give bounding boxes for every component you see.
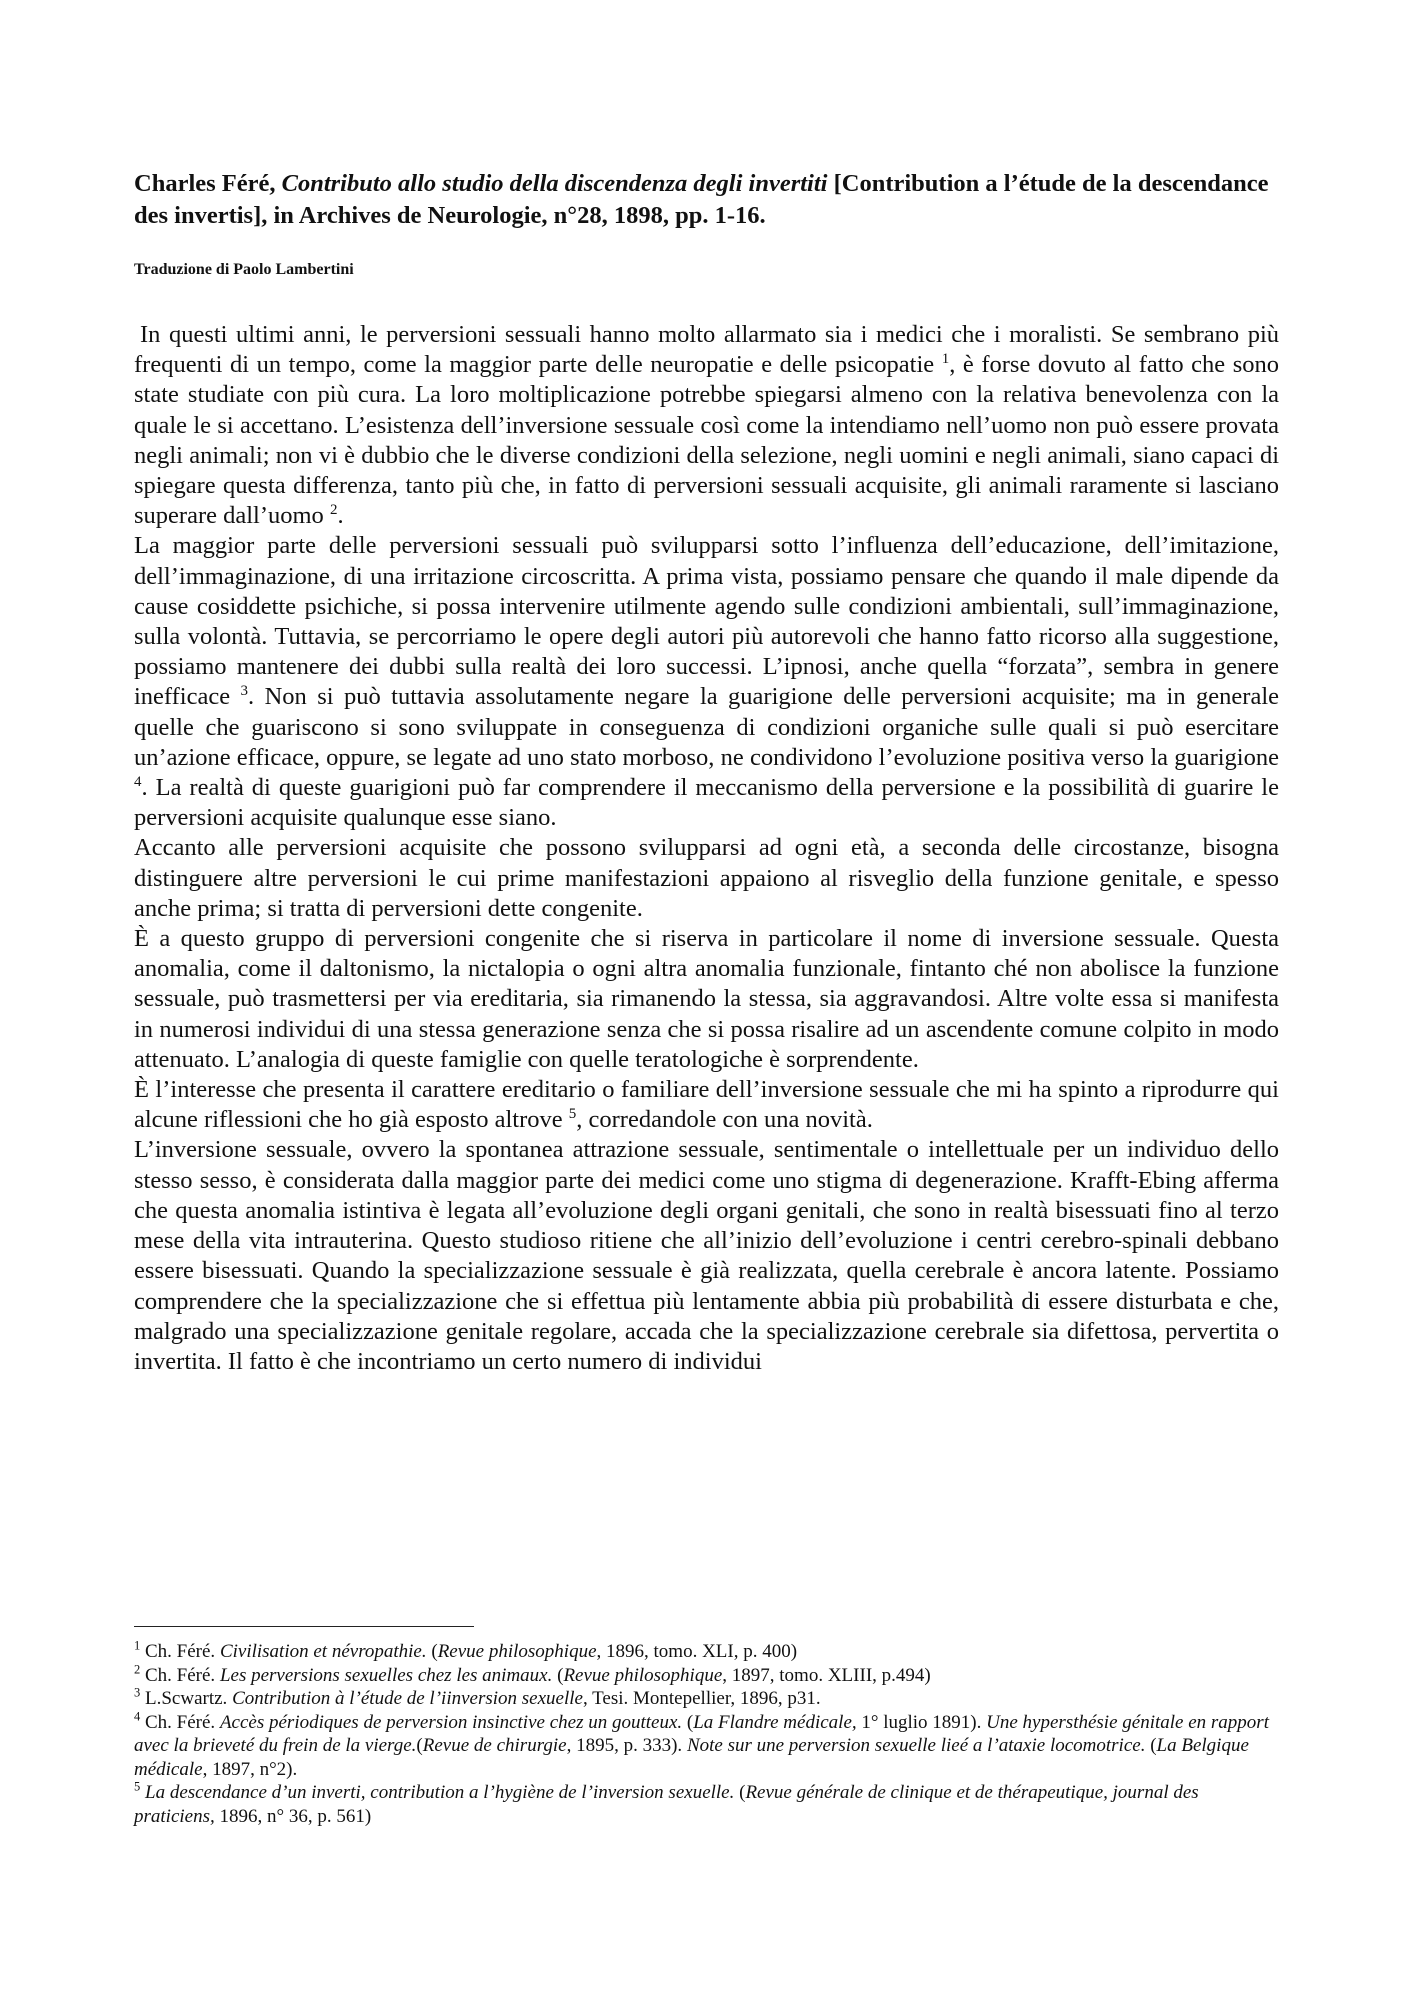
paragraph-6: L’inversione sessuale, ovvero la spontanea attrazione sessuale, sentimentale o intellettuale per un individuo dello stesso sesso, è considerata dalla maggior parte dei medici come uno stigma di degenerazione. Krafft-Ebing afferma che questa anomalia istintiva è legata all’evoluzione degli organi genitali, che sono in realtà bisessuati fino al terzo mese della vita intrauterina. Questo studioso ritiene che all’inizio dell’evoluzione i centri cerebro-spinali debbano essere bisessuati. Quando la specializzazione sessuale è già realizzata, quella cerebrale è ancora latente. Possiamo comprendere che la specializzazione che si effettua più lentamente abbia più probabilità di essere disturbata e che, malgrado una specializzazione genitale regolare, accada che la specializzazione cerebrale sia difettosa, pervertita o invertita. Il fatto è che incontriamo un certo numero di individui	[134, 1136, 1279, 1375]
title-author: Charles Féré,	[134, 170, 276, 197]
footnote-5: $^5$ La descendance d’un inverti, contribution a l’hygiène de l’inversion sexuelle. (Revue générale de clinique et de thérapeutique, journal des praticiens, 1896, n° 36, p. 561)	[134, 1779, 1199, 1827]
title-rest: [Contribution a l’étude de la descendance des invertis], in Archives de Neurologie, n°28, 1898, pp. 1-16.	[134, 170, 1269, 229]
paragraph-1: In questi ultimi anni, le perversioni sessuali hanno molto allarmato sia i medici che i moralisti. Se sembrano più frequenti di un tempo, come la maggior parte delle neuropatie e delle psicopatie $^1$, è forse dovuto al fatto che sono state studiate con più cura. La loro moltiplicazione potrebbe spiegarsi almeno con la relativa benevolenza con la quale le si accettano. L’esistenza dell’inversione sessuale così come la intendiamo nell’uomo non può essere provata negli animali; non vi è dubbio che le diverse condizioni della selezione, negli uomini e negli animali, siano capaci di spiegare questa differenza, tanto più che, in fatto di perversioni sessuali acquisite, gli animali raramente si lasciano superare dall’uomo $^2$.	[134, 321, 1279, 530]
footnote-1: $^1$ Ch. Féré. Civilisation et névropathie. (Revue philosophique, 1896, tomo. XLI, p. 400)	[134, 1638, 798, 1662]
footnote-ref-5[interactable]: 5	[568, 1106, 577, 1123]
footnote-ref-3[interactable]: 3	[240, 683, 249, 700]
translator-line: Traduzione di Paolo Lambertini	[134, 261, 354, 278]
document-title	[134, 168, 1279, 232]
footnote-ref-2[interactable]: 2	[329, 502, 338, 519]
footnote-2: $^2$ Ch. Féré. Les perversions sexuelles chez les animaux. (Revue philosophique, 1897, tomo. XLIII, p.494)	[134, 1662, 931, 1686]
paragraph-4: È a questo gruppo di perversioni congenite che si riserva in particolare il nome di inversione sessuale. Questa anomalia, come il daltonismo, la nictalopia o ogni altra anomalia funzionale, fintanto ché non abolisce la funzione sessuale, può trasmettersi per via ereditaria, sia rimanendo la stessa, sia aggravandosi. Altre volte essa si manifesta in numerosi individui di una stessa generazione senza che si possa risalire ad un ascendente comune colpito in modo attenuato. L’analogia di queste famiglie con quelle teratologiche è sorprendente.	[134, 925, 1279, 1073]
paragraph-2: La maggior parte delle perversioni sessuali può svilupparsi sotto l’influenza dell’educazione, dell’imitazione, dell’immaginazione, di una irritazione circoscritta. A prima vista, possiamo pensare che quando il male dipende da cause cosiddette psichiche, si possa intervenire utilmente agendo sulle condizioni ambientali, sull’immaginazione, sulla volontà. Tuttavia, se percorriamo le opere degli autori più autorevoli che hanno fatto ricorso alla suggestione, possiamo mantenere dei dubbi sulla realtà dei loro successi. L’ipnosi, anche quella “forzata”, sembra in genere inefficace $^3$. Non si può tuttavia assolutamente negare la guarigione delle perversioni acquisite; ma in generale quelle che guariscono si sono sviluppate in conseguenza di condizioni organiche sulle quali si può esercitare un’azione efficace, oppure, se legate ad uno stato morboso, ne condividono l’evoluzione positiva verso la guarigione $^4$. La realtà di queste guarigioni può far comprendere il meccanismo della perversione e la possibilità di guarire le perversioni acquisite qualunque esse siano.	[134, 532, 1279, 832]
footnote-4: $^4$ Ch. Féré. Accès périodiques de perversion insinctive chez un goutteux. (La Flandre médicale, 1° luglio 1891). Une hypersthésie génitale en rapport avec la brieveté du frein de la vierge.(Revue de chirurgie, 1895, p. 333). Note sur une perversion sexuelle lieé a l’ataxie locomotrice. (La Belgique médicale, 1897, n°2).	[134, 1709, 1269, 1780]
footnote-ref-4[interactable]: 4	[134, 773, 142, 790]
footnote-ref-1[interactable]: 1	[941, 351, 950, 368]
title-work: Contributo allo studio della discendenza degli invertiti	[281, 170, 828, 197]
footnotes	[134, 1640, 1274, 1828]
footnote-3: $^3$ L.Scwartz. Contribution à l’étude de l’iinversion sexuelle, Tesi. Montepellier, 1896, p31.	[134, 1685, 821, 1709]
paragraph-3: Accanto alle perversioni acquisite che possono svilupparsi ad ogni età, a seconda delle circostanze, bisogna distinguere altre perversioni le cui prime manifestazioni appaiono al risveglio della funzione genitale, e spesso anche prima; si tratta di perversioni dette congenite.	[134, 834, 1279, 922]
paragraph-5: È l’interesse che presenta il carattere ereditario o familiare dell’inversione sessuale che mi ha spinto a riprodurre qui alcune riflessioni che ho già esposto altrove $^5$, corredandole con una novità.	[134, 1076, 1279, 1134]
footnote-divider	[134, 1626, 474, 1627]
body-text	[134, 320, 1279, 1377]
